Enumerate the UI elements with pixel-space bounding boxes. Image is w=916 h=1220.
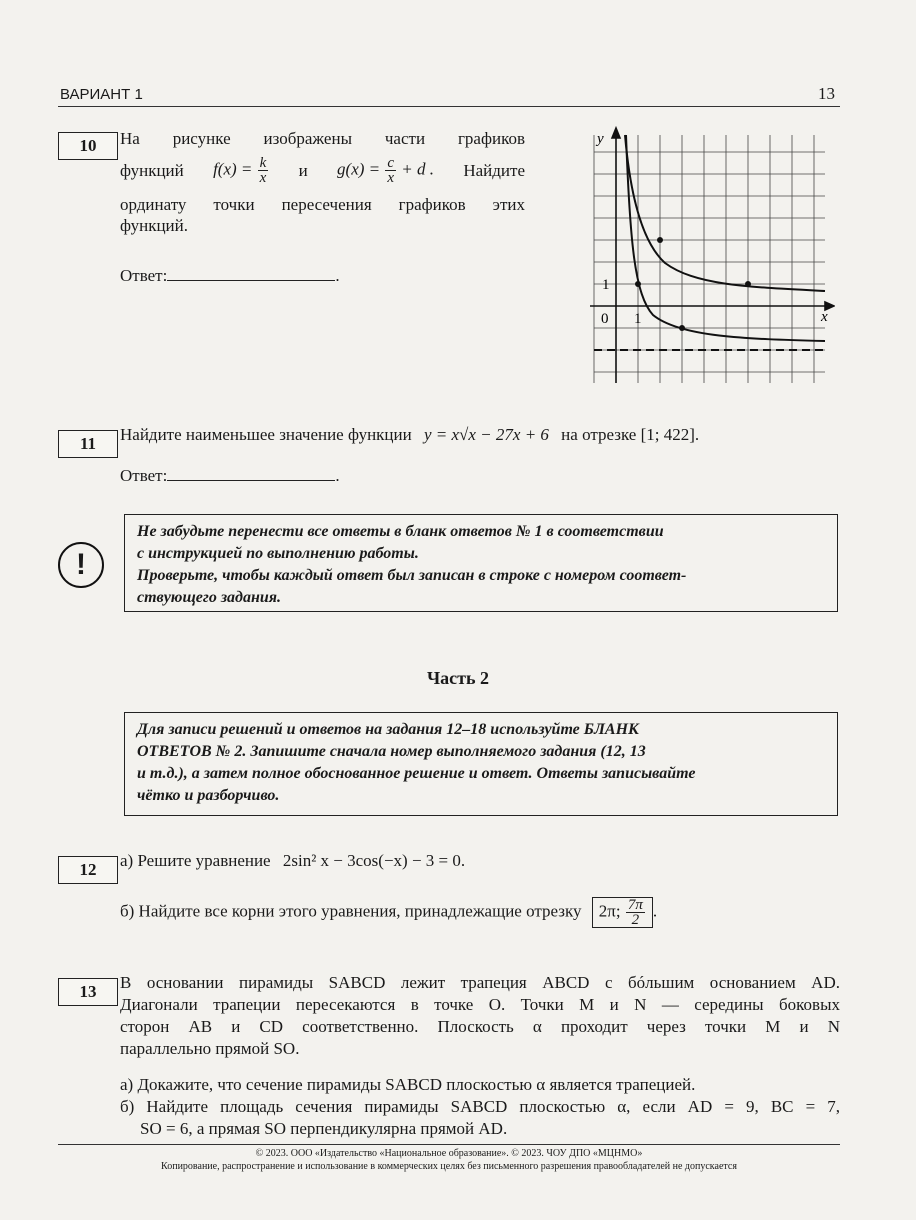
task-10-f-formula: f(x) = $\frac{k}{x}$ bbox=[213, 155, 267, 186]
task-10-g-formula: g(x) = $\frac{c}{x}$ + d . bbox=[337, 155, 435, 186]
task-12-b: б) Найдите все корни этого уравнения, принадлежащие отрезку 2π; $\frac{7\pi}{2}$ . bbox=[120, 897, 658, 928]
graph-point bbox=[635, 281, 641, 287]
graph-point bbox=[679, 325, 685, 331]
answer-field[interactable] bbox=[167, 462, 335, 481]
graph-point bbox=[745, 281, 751, 287]
task-13-b-line1: б) Найдите площадь сечения пирамиды SABCD плоскостью α, если AD = 9, BC = 7, bbox=[120, 1097, 840, 1116]
task-12-equation: 2sin² x − 3cos(−x) − 3 = 0. bbox=[282, 851, 466, 870]
warning-box: Не забудьте перенести все ответы в бланк ответов № 1 в соответствии с инструкцией по выполнению работы. Проверьте, чтобы каждый ответ был записан в строке с номером соответ- ствующего задания. bbox=[124, 514, 838, 612]
footer-rule bbox=[58, 1144, 840, 1145]
graph-x-tick: 1 bbox=[634, 311, 642, 327]
graph-curve-g bbox=[625, 135, 825, 291]
graph-y-label: y bbox=[597, 131, 604, 147]
graph-x-label: x bbox=[821, 309, 828, 325]
task-11-answer: Ответ: . bbox=[120, 462, 340, 488]
answer-field[interactable] bbox=[167, 262, 335, 281]
task-10-and: и bbox=[298, 161, 308, 180]
task-12-a: а) Решите уравнение 2sin² x − 3cos(−x) − 3 = 0. bbox=[120, 851, 466, 870]
warning-icon: ! bbox=[58, 542, 104, 588]
task-13-number: 13 bbox=[58, 978, 118, 1006]
task-10-find: Найдите bbox=[463, 161, 525, 180]
task-13-line2: Диагонали трапеции пересекаются в точке O. Точки M и N — середины боковых bbox=[120, 995, 840, 1014]
part-2-title: Часть 2 bbox=[426, 668, 490, 688]
task-11-formula: y = x√x − 27x + 6 bbox=[423, 425, 549, 444]
task-13-line4: параллельно прямой SO. bbox=[120, 1039, 300, 1058]
task-10-functions-word: функций bbox=[120, 161, 184, 180]
task-10-answer: Ответ: . bbox=[120, 262, 340, 288]
y-axis-arrow bbox=[612, 128, 620, 138]
page-number: 13 bbox=[818, 84, 835, 103]
task-10-line1: На рисунке изображены части графиков bbox=[120, 129, 525, 148]
graph-y-tick: 1 bbox=[602, 277, 610, 293]
answer-label: Ответ: bbox=[120, 466, 168, 485]
task-13-line3: сторон AB и CD соответственно. Плоскость α проходит через точки M и N bbox=[120, 1017, 840, 1036]
task-10-number: 10 bbox=[58, 132, 118, 160]
task-11-text: Найдите наименьшее значение функции y = x√x − 27x + 6 на отрезке [1; 422]. bbox=[120, 425, 700, 444]
header-rule bbox=[58, 106, 840, 107]
graph-point bbox=[657, 237, 663, 243]
task-10-line2 bbox=[120, 156, 525, 185]
footer-notice: Копирование, распространение и использование в коммерческих целях без письменного разрешения правообладателей не допускается bbox=[161, 1161, 737, 1172]
footer-copyright: © 2023. ООО «Издательство «Национальное образование». © 2023. ЧОУ ДПО «МЦНМО» bbox=[255, 1148, 643, 1159]
variant-label: ВАРИАНТ 1 bbox=[60, 86, 143, 103]
part-2-instructions: Для записи решений и ответов на задания 12–18 используйте БЛАНК ОТВЕТОВ № 2. Запишите сначала номер выполняемого задания (12, 13 и т.д.), а затем полное обоснованное решение и ответ. Ответы записывайте чётко и разборчиво. bbox=[124, 712, 838, 816]
task-10-line4: функций. bbox=[120, 216, 188, 235]
task-11-number: 11 bbox=[58, 430, 118, 458]
task-12-number: 12 bbox=[58, 856, 118, 884]
task-13-b-line2: SO = 6, а прямая SO перпендикулярна прямой AD. bbox=[140, 1119, 508, 1138]
graph-curve-f bbox=[626, 135, 825, 341]
task-13-line1: В основании пирамиды SABCD лежит трапеция ABCD с бóльшим основанием AD. bbox=[120, 973, 840, 992]
task-10-graph bbox=[585, 125, 835, 387]
graph-origin: 0 bbox=[601, 311, 609, 327]
task-12-interval: 2π; $\frac{7\pi}{2}$ bbox=[592, 897, 653, 928]
answer-label: Ответ: bbox=[120, 266, 168, 285]
task-13-a: а) Докажите, что сечение пирамиды SABCD плоскостью α является трапецией. bbox=[120, 1075, 696, 1094]
task-10-line3: ординату точки пересечения графиков этих bbox=[120, 195, 525, 214]
